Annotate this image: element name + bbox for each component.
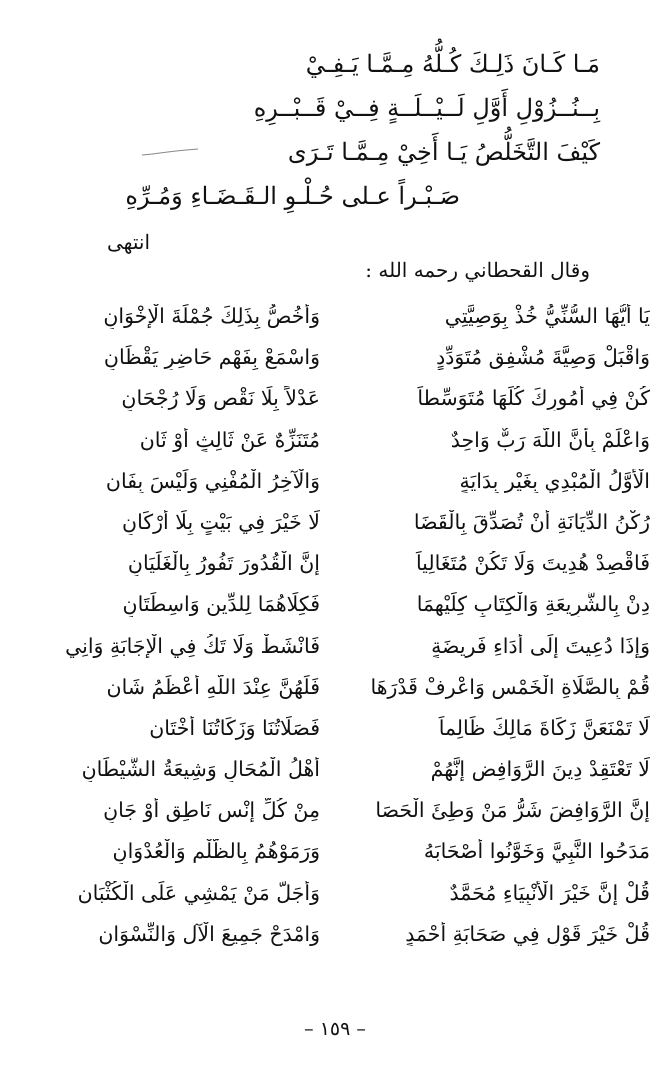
second-hemistich: وَأَجَلَّ مَنْ يَمْشِي عَلَى الْكُثْبَانِ: [77, 880, 320, 905]
verse-row: [0, 547, 670, 588]
verse-row: [0, 877, 670, 918]
first-hemistich: قُلْ إِنَّ خَيْرَ الْأَنْبِيَاءِ مُحَمَّدٌ: [449, 880, 650, 905]
verse-row: [0, 753, 670, 794]
verse-row: [0, 918, 670, 959]
second-hemistich: وَاسْمَعْ بِفَهْمٍ حَاضِرٍ يَقْظَانِ: [103, 345, 320, 370]
first-hemistich: لَا تَعْتَقِدْ دِينَ الرَّوَافِضِ إِنَّهُمْ: [430, 757, 650, 782]
first-hemistich: إِنَّ الرَّوَافِضَ شَرُّ مَنْ وَطِئَ الْحَصَا: [375, 798, 650, 823]
second-hemistich: وَرَمَوْهُمُ بِالظُّلْمِ وَالْعُدْوَانِ: [112, 839, 320, 864]
second-hemistich: أَهْلُ الْمُحَالِ وَشِيعَةُ الشَّيْطَانِ: [81, 757, 320, 782]
verse-row: [0, 300, 670, 341]
second-hemistich: فَلَهُنَّ عِنْدَ اللَّهِ أَعْظَمُ شَانِ: [106, 674, 320, 699]
previous-poem-line: صَـبْـراً عـلى حُـلْـوِ الـقَـضَـاءِ وَمُـرِّهِ: [125, 182, 460, 210]
first-hemistich: يَا أَيُّهَا السُّنِّيُّ خُذْ بِوَصِيَّتِي: [444, 304, 650, 328]
verse-list: [0, 300, 670, 959]
verse-row: [0, 794, 670, 835]
previous-poem-line: كَيْفَ التَّخَلُّصُ يَـا أَخِيْ مِـمَّـا تَـرَى: [287, 138, 600, 166]
first-hemistich: قُمْ بِالصَّلَاةِ الْخَمْسِ وَاعْرِفْ قَدْرَهَا: [370, 674, 650, 699]
page-number: – ١٥٩ –: [304, 1018, 366, 1040]
section-heading: وقال القحطاني رحمه الله :: [365, 258, 590, 282]
second-hemistich: إِنَّ الْقُدُورَ تَفُورُ بِالْغَلَيَانِ: [127, 551, 320, 576]
second-hemistich: فَانْشَطْ وَلَا تَكُ فِي الْإِجَابَةِ وَانِي: [65, 633, 320, 658]
second-hemistich: عَدْلاً بِلَا نَقْصٍ وَلَا رُجْحَانِ: [121, 386, 320, 411]
first-hemistich: قُلْ خَيْرَ قَوْلٍ فِي صَحَابَةِ أَحْمَدٍ: [405, 921, 650, 946]
previous-poem-line: بِــنُــزُوْلِ أَوَّلِ لَــيْــلَــةٍ فِــيْ قَــبْــرِهِ: [253, 94, 600, 122]
verse-row: [0, 630, 670, 671]
first-hemistich: كُنْ فِي أُمُورِكَ كُلِّهَا مُتَوَسِّطاً: [417, 386, 650, 411]
end-word: انتهى: [106, 230, 150, 254]
first-hemistich: وَإِذَا دُعِيتَ إِلَى أَدَاءِ فَرِيضَةٍ: [431, 633, 650, 658]
first-hemistich: مَدَحُوا النَّبِيَّ وَخَوَّنُوا أَصْحَابَهُ: [423, 839, 650, 864]
verse-row: [0, 712, 670, 753]
first-hemistich: رُكْنُ الدِّيَانَةِ أَنْ تُصَدِّقَ بِالْقَضَا: [413, 509, 650, 534]
second-hemistich: وَأَخُصُّ بِذَلِكَ جُمْلَةَ الْإِخْوَانِ: [103, 304, 320, 328]
second-hemistich: وَالْآخِرُ الْمُفْنِي وَلَيْسَ بِفَانِ: [105, 468, 320, 493]
previous-poem-line: مَـا كَـانَ ذَلِـكَ كُـلُّهُ مِـمَّـا يَـفِـيْ: [305, 50, 600, 78]
second-hemistich: وَامْدَحْ جَمِيعَ الْآلِ وَالنِّسْوَانِ: [98, 921, 320, 946]
first-hemistich: دِنْ بِالشَّرِيعَةِ وَالْكِتَابِ كِلَيْهِمَا: [416, 592, 650, 617]
first-hemistich: لَا تَمْنَعَنَّ زَكَاةَ مَالِكَ ظَالِماً: [438, 715, 650, 740]
second-hemistich: مِنْ كُلِّ إِنْسٍ نَاطِقٍ أَوْ جَانِ: [103, 798, 320, 823]
verse-row: [0, 835, 670, 876]
second-hemistich: فَكِلَاهُمَا لِلدِّينِ وَاسِطَتَانِ: [122, 592, 320, 617]
verse-row: [0, 424, 670, 465]
verse-row: [0, 382, 670, 423]
second-hemistich: مُتَنَزِّهٌ عَنْ ثَالِثٍ أَوْ ثَانِ: [139, 427, 320, 452]
first-hemistich: وَاعْلَمْ بِأَنَّ اللَّهَ رَبٌّ وَاحِدٌ: [450, 427, 650, 452]
second-hemistich: فَصَلَاتُنَا وَزَكَاتُنَا أُخْتَانِ: [149, 715, 320, 740]
verse-row: [0, 506, 670, 547]
verse-row: [0, 671, 670, 712]
first-hemistich: فَاقْصِدْ هُدِيتَ وَلَا تَكُنْ مُتَغَالِياً: [415, 551, 650, 576]
first-hemistich: وَاقْبَلْ وَصِيَّةَ مُشْفِقٍ مُتَوَدِّدٍ: [436, 345, 650, 370]
verse-row: [0, 588, 670, 629]
first-hemistich: الْأَوَّلُ الْمُبْدِي بِغَيْرِ بِدَايَةٍ: [459, 468, 650, 493]
verse-row: [0, 465, 670, 506]
verse-row: [0, 341, 670, 382]
second-hemistich: لَا خَيْرَ فِي بَيْتٍ بِلَا أَرْكَانِ: [122, 509, 320, 534]
ornament-dash-icon: [140, 146, 200, 158]
